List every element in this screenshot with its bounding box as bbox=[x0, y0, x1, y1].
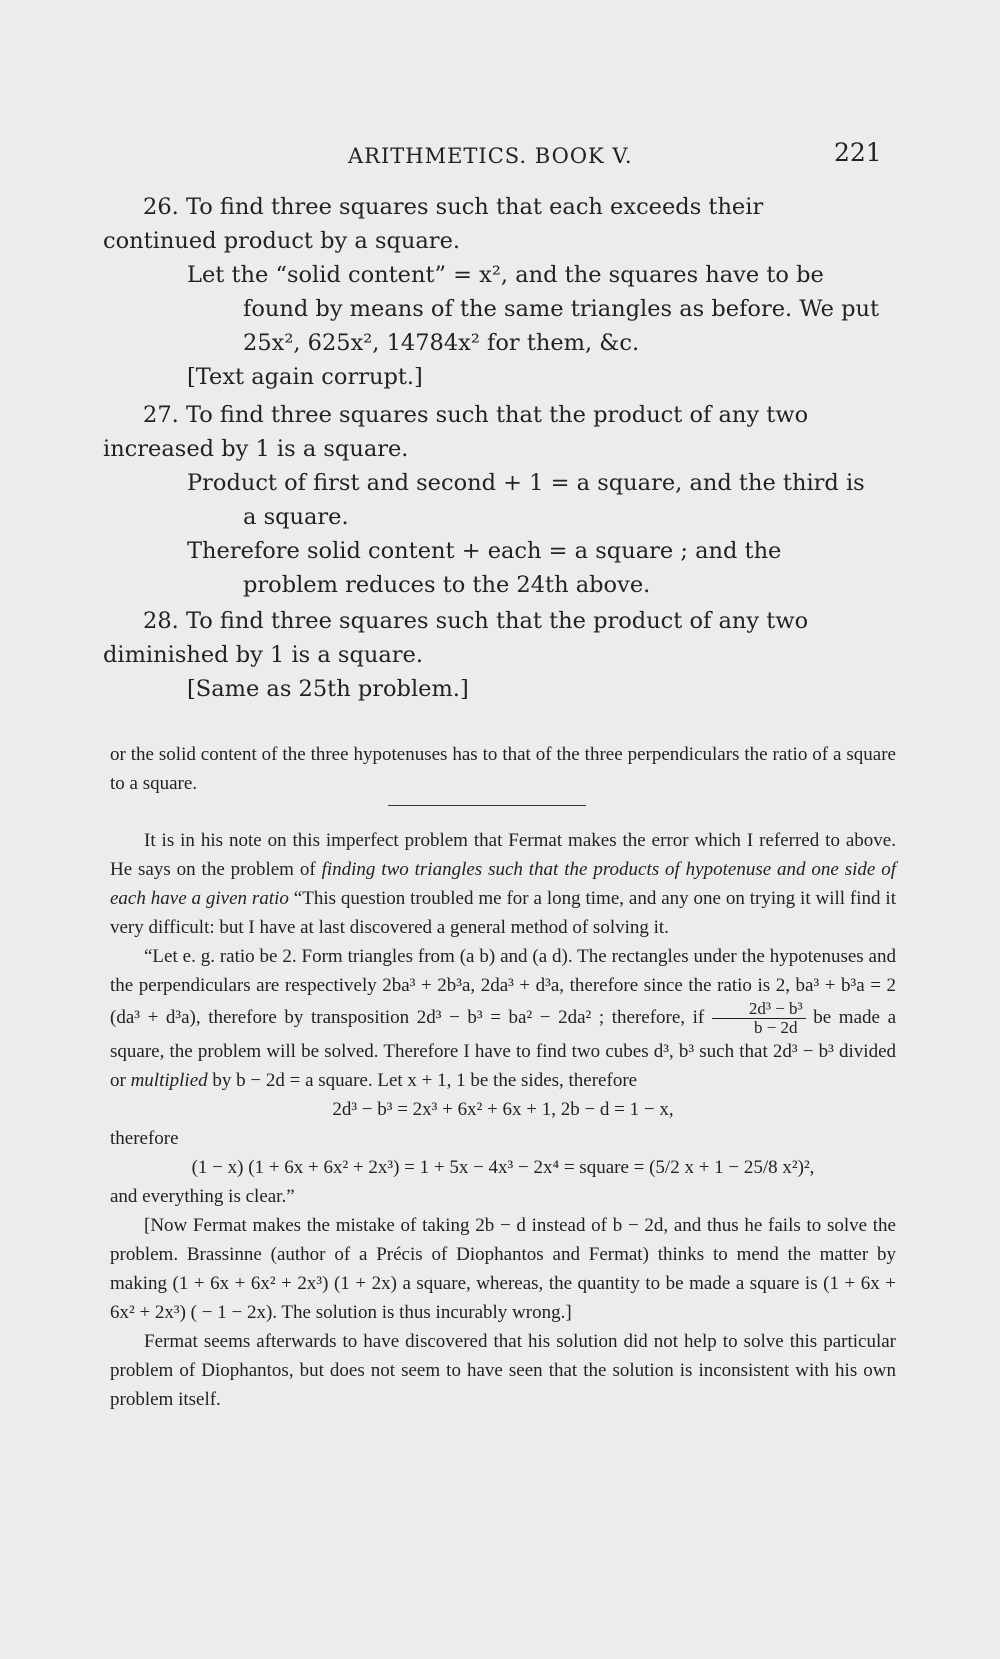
problem-28 bbox=[103, 604, 883, 706]
footnote bbox=[110, 826, 896, 1414]
problem-27 bbox=[103, 398, 883, 602]
fraction bbox=[712, 1000, 806, 1037]
problem-line: Therefore solid content + each = a square ; and the problem reduces to the 24th above. bbox=[187, 538, 782, 598]
continued-note bbox=[110, 740, 896, 798]
continued-note-text: or the solid content of the three hypotenuses has to that of the three perpendiculars the ratio of a square to a square. bbox=[110, 744, 896, 794]
footnote-paragraph: and everything is clear.” bbox=[110, 1186, 295, 1207]
problem-statement: To find three squares such that each exceeds their continued product by a square. bbox=[103, 194, 764, 254]
footnote-paragraph bbox=[110, 826, 896, 942]
footnote-emphasis: multiplied bbox=[130, 1070, 208, 1091]
problem-number: 26. bbox=[143, 194, 179, 220]
footnote-text: therefore bbox=[110, 1128, 179, 1149]
running-title: ARITHMETICS. BOOK V. bbox=[348, 144, 633, 168]
footnote-paragraph: [Now Fermat makes the mistake of taking 2b − d instead of b − 2d, and thus he fails to solve the problem. Brassinne (author of a Précis of Diophantos and Fermat) thinks to mend the matter by making (1 + 6x + 6x² + 2x³) (1 + 2x) a square, whereas, the quantity to be made a square is (1 + 6x + 6x² + 2x³) ( − 1 − 2x). The solution is thus incurably wrong.] bbox=[110, 1215, 896, 1323]
fraction-numerator: 2d³ − b³ bbox=[712, 1000, 806, 1019]
page-number: 221 bbox=[834, 138, 882, 167]
footnote-text: “This question troubled me for a long time, and any one on trying it will find it very difficult: but I have at last discovered a general method of solving it. bbox=[110, 888, 896, 938]
footnote-text: be made a square, the problem will be solved. Therefore I have to find two cubes d³, b³ such that 2d³ − b³ divided or bbox=[110, 1006, 897, 1091]
footnote-divider bbox=[388, 805, 586, 806]
problem-statement: To find three squares such that the product of any two increased by 1 is a square. bbox=[103, 402, 809, 462]
footnote-text: “Let e. g. ratio be 2. Form triangles from (a b) and (a d). The rectangles under the hypotenuses and the perpendiculars are respectively 2ba³ + 2b³a, 2da³ + d³a, therefore since the ratio is 2, ba³ + b³a = 2 (da³ + d³a), therefore by transposition 2d³ − b³ = ba² − 2da² ; therefore, if bbox=[110, 946, 896, 1028]
problem-line: [Same as 25th problem.] bbox=[187, 676, 469, 702]
page-header bbox=[0, 138, 1000, 174]
footnote-emphasis: finding two triangles such that the products of hypotenuse and one side of each have a given ratio bbox=[110, 859, 897, 909]
footnote-paragraph bbox=[110, 942, 896, 1095]
problem-statement: To find three squares such that the product of any two diminished by 1 is a square. bbox=[103, 608, 809, 668]
problem-line: Product of first and second + 1 = a square, and the third is a square. bbox=[187, 470, 865, 530]
footnote-paragraph: Fermat seems afterwards to have discovered that his solution did not help to solve this particular problem of Diophantos, but does not seem to have seen that the solution is inconsistent with his own problem itself. bbox=[110, 1331, 896, 1410]
problem-line: [Text again corrupt.] bbox=[187, 364, 423, 390]
fraction-denominator: b − 2d bbox=[753, 1018, 798, 1037]
problem-line: Let the “solid content” = x², and the squares have to be found by means of the same triangles as before. We put 25x², 625x², 14784x² for them, &c. bbox=[187, 262, 880, 356]
problem-26 bbox=[103, 190, 883, 394]
equation: (1 − x) (1 + 6x + 6x² + 2x³) = 1 + 5x − 4x³ − 2x⁴ = square = (5/2 x + 1 − 25/8 x²)², bbox=[191, 1157, 815, 1178]
problem-number: 28. bbox=[143, 608, 179, 634]
problem-number: 27. bbox=[143, 402, 179, 428]
footnote-text: by b − 2d = a square. Let x + 1, 1 be the sides, therefore bbox=[207, 1070, 638, 1091]
equation: 2d³ − b³ = 2x³ + 6x² + 6x + 1, 2b − d = 1 − x, bbox=[332, 1099, 674, 1120]
footnote-text: It is in his note on this imperfect problem that Fermat makes the error which I referred to above. He says on the problem of bbox=[110, 830, 896, 880]
